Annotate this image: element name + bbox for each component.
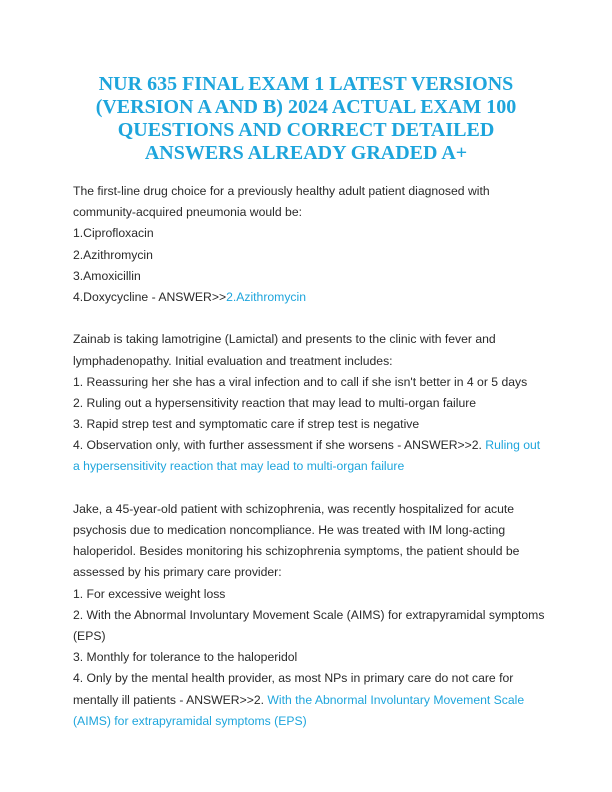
- option-text: 1. Reassuring her she has a viral infection and to call if she isn't better in 4 or 5 days: [73, 374, 528, 389]
- question-text: haloperidol. Besides monitoring his schizophrenia symptoms, the patient should be: [73, 544, 520, 559]
- answer-text: 2.Azithromycin: [226, 289, 306, 304]
- option-text: 1. For excessive weight loss: [73, 586, 226, 601]
- answer-text: (AIMS) for extrapyramidal symptoms (EPS): [73, 713, 307, 728]
- question-block: [73, 329, 553, 477]
- option-text: 4. Observation only, with further assessment if she worsens - ANSWER>>2.: [73, 438, 486, 453]
- question-block: [73, 181, 553, 308]
- option-text: 1.Ciprofloxacin: [73, 226, 154, 241]
- answer-line: [73, 435, 553, 456]
- document-title: [0, 73, 612, 165]
- option-text: 2. With the Abnormal Involuntary Movement Scale (AIMS) for extrapyramidal symptoms: [73, 607, 545, 622]
- answer-text: Ruling out: [485, 438, 541, 453]
- question-text: psychosis due to medication noncompliance. He was treated with IM long-acting: [73, 523, 506, 537]
- question-text: The first-line drug choice for a previously healthy adult patient diagnosed with: [73, 184, 490, 198]
- question-text: lymphadenopathy. Initial evaluation and treatment includes:: [73, 353, 393, 368]
- option-text: 2. Ruling out a hypersensitivity reaction that may lead to multi-organ failure: [73, 395, 477, 410]
- option-text: 3. Monthly for tolerance to the haloperidol: [73, 650, 298, 665]
- title-line: QUESTIONS AND CORRECT DETAILED: [117, 119, 495, 141]
- option-text: 2.Azithromycin: [73, 247, 153, 262]
- option-text: (EPS): [73, 628, 106, 643]
- question-text: Jake, a 45-year-old patient with schizophrenia, was recently hospitalized for acute: [73, 501, 515, 516]
- answer-line: [73, 690, 553, 711]
- title-line: NUR 635 FINAL EXAM 1 LATEST VERSIONS: [98, 73, 514, 95]
- answer-line: [73, 287, 553, 308]
- question-text: Zainab is taking lamotrigine (Lamictal) and presents to the clinic with fever and: [73, 332, 496, 347]
- answer-text: With the Abnormal Involuntary Movement Scale: [267, 692, 525, 707]
- title-line: ANSWERS ALREADY GRADED A+: [144, 142, 468, 164]
- question-text: community-acquired pneumonia would be:: [73, 205, 302, 220]
- option-text: 4. Only by the mental health provider, as most NPs in primary care do not care for: [73, 671, 514, 686]
- title-line: (VERSION A AND B) 2024 ACTUAL EXAM 100: [95, 96, 517, 118]
- question-text: assessed by his primary care provider:: [73, 565, 282, 580]
- option-text: mentally ill patients - ANSWER>>2.: [73, 692, 268, 707]
- option-text: 3. Rapid strep test and symptomatic care if strep test is negative: [73, 417, 420, 432]
- answer-text: a hypersensitivity reaction that may lead to multi-organ failure: [73, 459, 405, 474]
- document-body: [73, 181, 553, 732]
- option-text: 4.Doxycycline - ANSWER>>: [73, 289, 227, 304]
- question-block: [73, 499, 553, 732]
- option-text: 3.Amoxicillin: [73, 268, 141, 283]
